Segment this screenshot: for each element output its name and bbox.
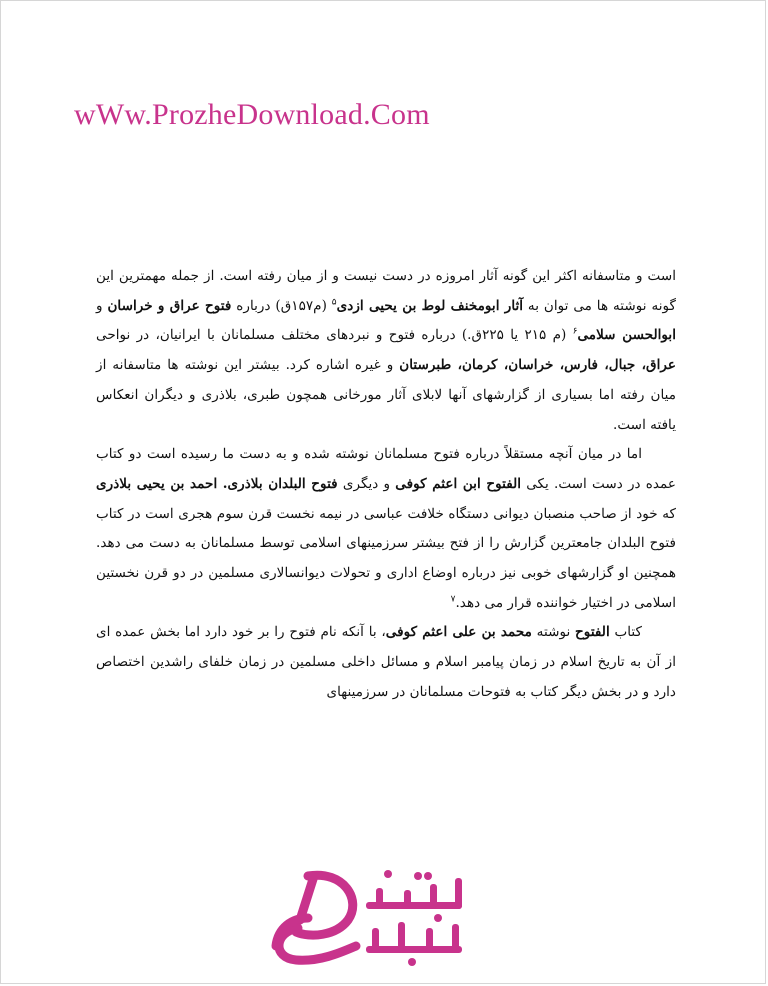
footnote-ref: ۷	[450, 594, 456, 605]
footnote-ref: ۵	[331, 297, 337, 308]
bold-term: فتوح البلدان بلاذری. احمد بن یحیی بلاذری	[96, 475, 338, 492]
bold-term: آثار ابومخنف لوط بن یحیی ازدی	[336, 297, 524, 314]
paragraph-2	[96, 440, 676, 618]
paragraph-text: کتاب	[609, 624, 643, 641]
footnote-ref: ۶	[572, 326, 578, 337]
bold-term: الفتوح	[575, 624, 610, 641]
paragraph-3	[96, 618, 676, 707]
paragraph-text: نوشته	[531, 624, 576, 641]
bold-term: محمد بن علی اعثم کوفی	[385, 624, 532, 641]
paragraph-1	[96, 262, 676, 440]
paragraph-text: که خود از صاحب منصبان دیوانی دستگاه خلافت عباسی در نیمه نخست قرن سوم هجری است در کتاب فتوح البلدان جامعترین گزارش را از فتح بیشتر سرزمینهای اسلامی توسط مسلمانان به دست می دهد. همچنین او گزارشهای خوبی نیز درباره اوضاع اداری و تحولات دیوانسالاری مسلمین در دو قرن نخستین اسلامی در اختیار خواننده قرار می دهد.	[96, 505, 676, 611]
document-body	[96, 262, 676, 708]
paragraph-text: اما در میان آنچه مستقلاً درباره فتوح مسلمانان نوشته شده و به دست ما رسیده است دو کتاب عمده در دست است. یکی	[96, 446, 676, 492]
bold-term: عراق، جبال، فارس، خراسان، کرمان، طبرستان	[399, 357, 676, 374]
prozhe-download-logo	[262, 862, 474, 972]
paragraph-text: است و متاسفانه اکثر این گونه آثار امروزه در دست نیست و از میان رفته است. از جمله مهمترین این گونه نوشته ها می توان به	[96, 268, 677, 314]
paragraph-text: (م۱۵۷ق) درباره	[231, 297, 332, 314]
bold-term: فتوح عراق و خراسان	[107, 297, 232, 314]
paragraph-text: و دیگری	[337, 475, 396, 492]
paragraph-text: (م ۲۱۵ یا ۲۲۵ق.) درباره فتوح و نبردهای مختلف مسلمانان با ایرانیان، در نواحی	[96, 327, 573, 344]
paragraph-text: ، با آنکه نام فتوح را بر خود دارد اما بخش عمده ای از آن به تاریخ اسلام در زمان پیامبر اسلام و مسائل داخلی مسلمین در زمان خلفای راشدین اختصاص دارد و در بخش دیگر کتاب به فتوحات مسلمانان در سرزمینهای	[96, 624, 676, 700]
bold-term: الفتوح ابن اعثم کوفی	[395, 475, 522, 492]
paragraph-text: و	[96, 297, 108, 314]
paragraph-text: و غیره اشاره کرد. بیشتر این نوشته ها متاسفانه از میان رفته اما بسیاری از گزارشهای آنها لابلای آثار مورخانی همچون طبری، بلاذری و دیگران انعکاس یافته است.	[96, 357, 676, 433]
bold-term: ابوالحسن سلامی	[577, 327, 676, 344]
watermark-url: wWw.ProzheDownload.Com	[74, 98, 430, 131]
